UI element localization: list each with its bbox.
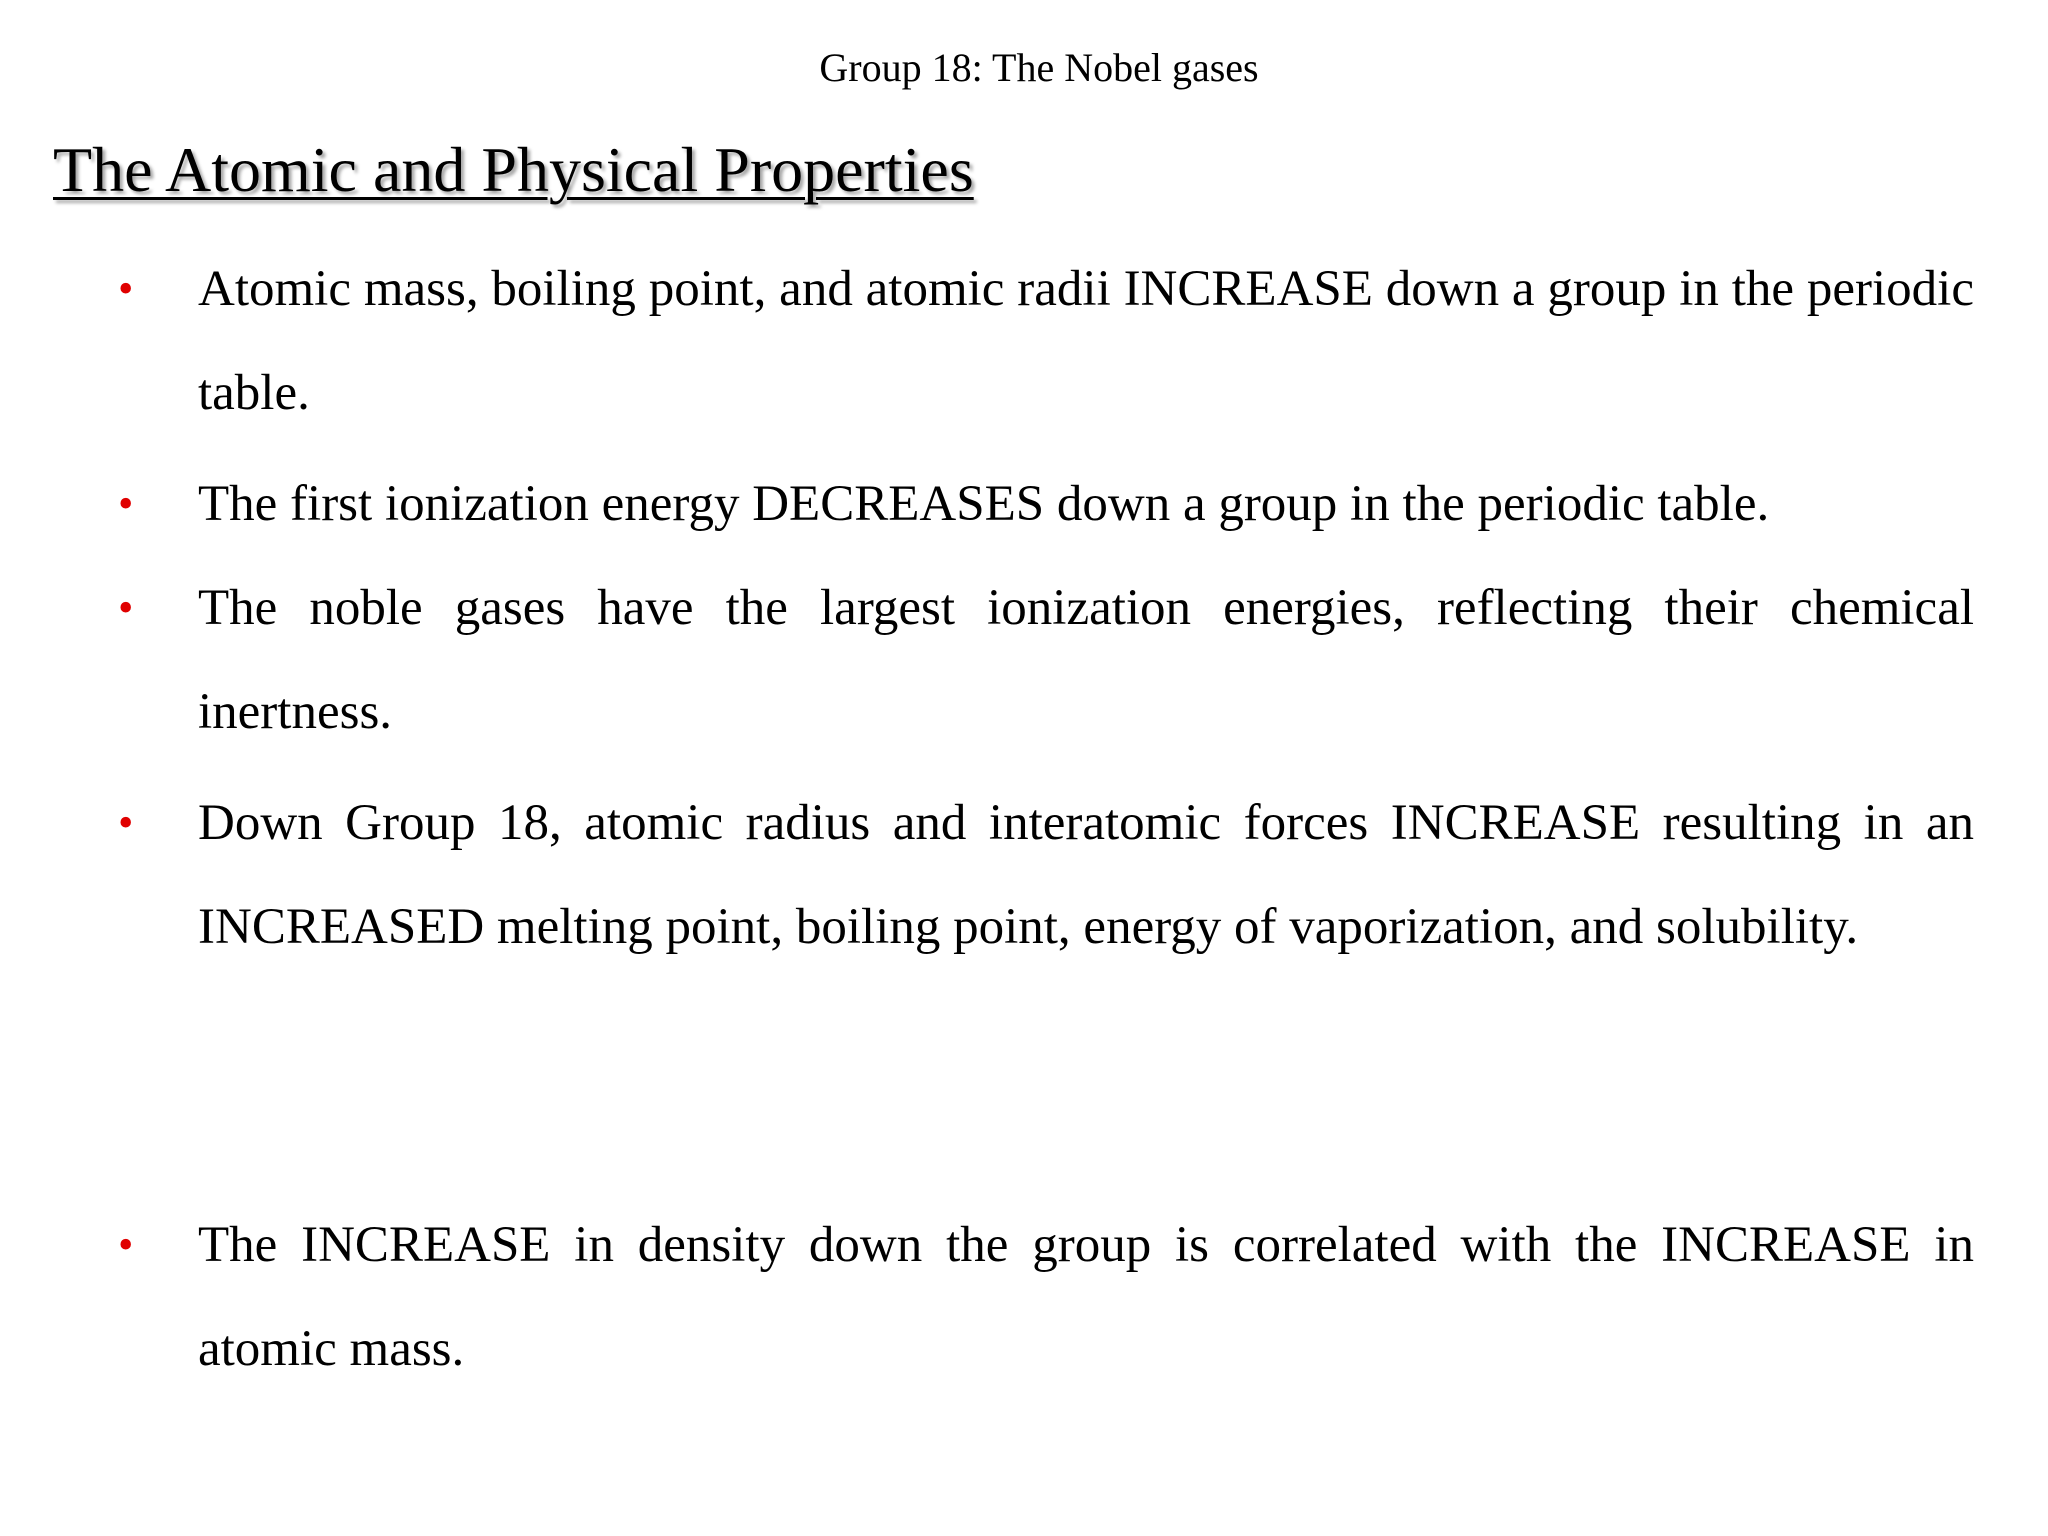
section-heading: The Atomic and Physical Properties: [53, 134, 974, 205]
bullet-marker: •: [118, 798, 134, 847]
bullet-item: [118, 452, 1974, 556]
bullet-text: The INCREASE in density down the group is correlated with the INCREASE in atomic mass.: [198, 1217, 1974, 1377]
bullet-marker: •: [118, 264, 134, 313]
bullet-item: [118, 771, 1974, 979]
bullet-text: Atomic mass, boiling point, and atomic radii INCREASE down a group in the periodic table.: [198, 261, 1974, 421]
bullet-item: [118, 556, 1974, 764]
bullet-item: [118, 237, 1974, 445]
bullet-item: [118, 1193, 1974, 1401]
bullet-marker: •: [118, 1220, 134, 1269]
bullet-text: The first ionization energy DECREASES down a group in the periodic table.: [198, 476, 1770, 532]
bullet-marker: •: [118, 583, 134, 632]
bullet-marker: •: [118, 479, 134, 528]
bullet-text: Down Group 18, atomic radius and interatomic forces INCREASE resulting in an INCREASED melting point, boiling point, energy of vaporization, and solubility.: [198, 795, 1974, 955]
bullet-text: The noble gases have the largest ionization energies, reflecting their chemical inertness.: [198, 580, 1974, 740]
slide-header-title: Group 18: The Nobel gases: [819, 45, 1259, 90]
